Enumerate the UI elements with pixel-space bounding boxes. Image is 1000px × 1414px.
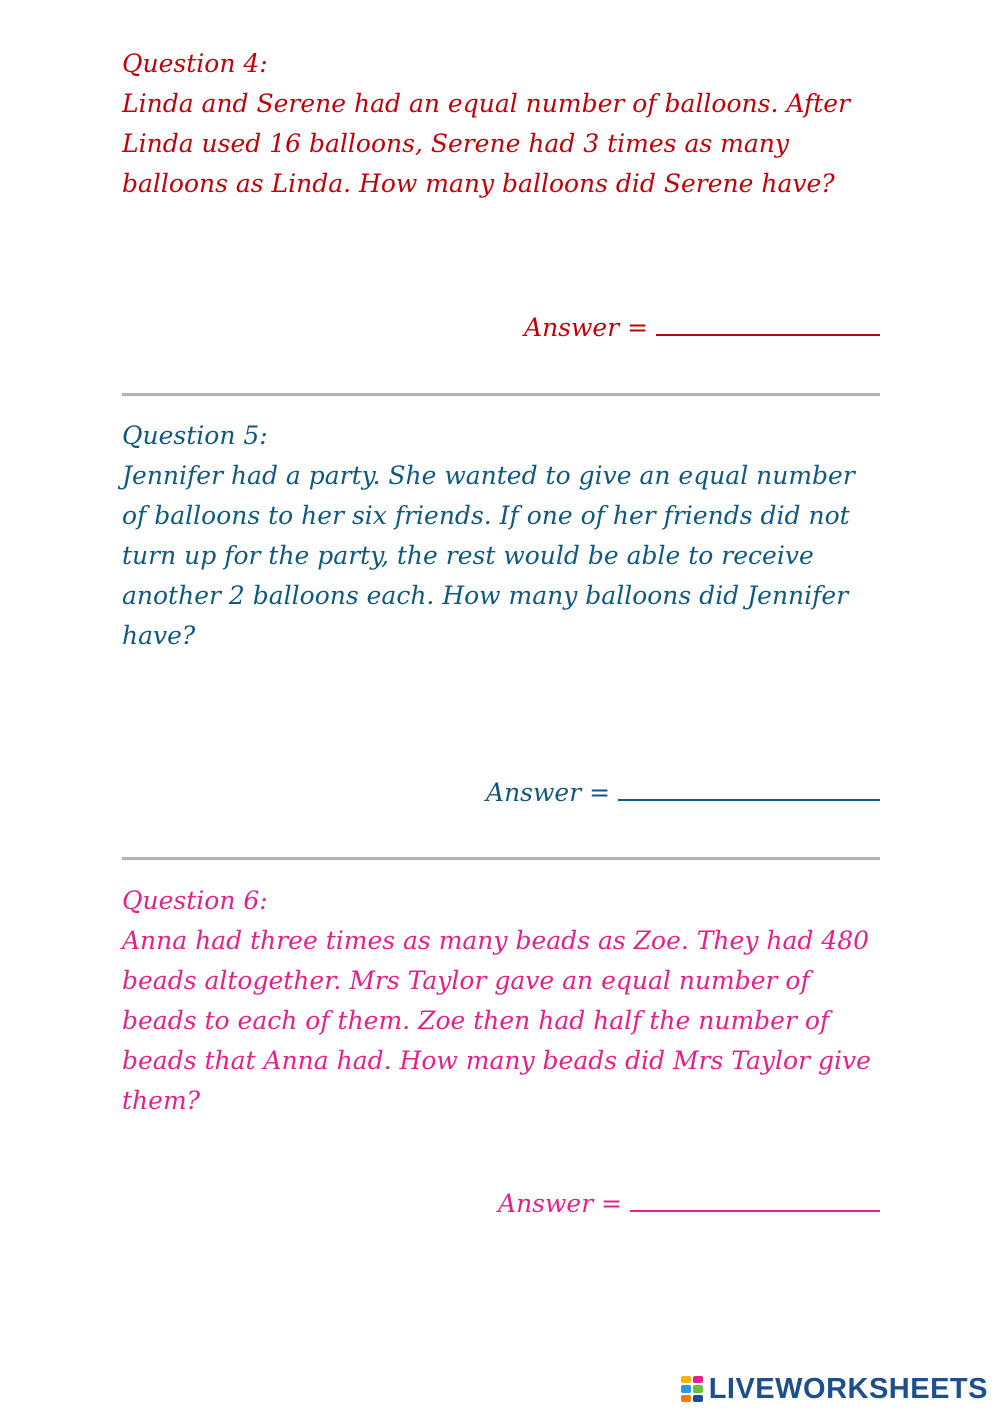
liveworksheets-wordmark: LIVEWORKSHEETS bbox=[708, 1372, 988, 1405]
question-4-answer-label: Answer = bbox=[524, 313, 649, 342]
question-5-answer bbox=[486, 777, 880, 807]
liveworksheets-brand bbox=[681, 1372, 988, 1406]
question-6-text: Anna had three times as many beads as Zoe. They had 480 beads altogether. Mrs Taylor gave an equal number of beads to each of them. Zoe then had half the number of beads that Anna had. How many beads did Mrs Taylor give them? bbox=[122, 926, 871, 1115]
question-5-answer-label: Answer = bbox=[486, 778, 611, 807]
question-5-text: Jennifer had a party. She wanted to give an equal number of balloons to her six friends. If one of her friends did not turn up for the party, the rest would be able to receive another 2 balloons each. How many balloons did Jennifer have? bbox=[122, 461, 855, 650]
question-6-answer bbox=[498, 1188, 880, 1218]
question-4-answer bbox=[524, 312, 880, 342]
logo-block bbox=[693, 1376, 703, 1383]
question-5-answer-blank[interactable] bbox=[618, 777, 880, 801]
logo-block bbox=[681, 1395, 691, 1402]
question-4-text: Linda and Serene had an equal number of balloons. After Linda used 16 balloons, Serene had 3 times as many balloons as Linda. How many balloons did Serene have? bbox=[122, 89, 851, 198]
logo-block bbox=[693, 1395, 703, 1402]
question-4-answer-blank[interactable] bbox=[656, 312, 880, 336]
question-6-title: Question 6: bbox=[122, 886, 268, 915]
question-4-title: Question 4: bbox=[122, 49, 268, 78]
question-5-title: Question 5: bbox=[122, 421, 268, 450]
question-6-answer-blank[interactable] bbox=[630, 1188, 880, 1212]
divider bbox=[122, 393, 880, 396]
logo-block bbox=[693, 1385, 703, 1392]
liveworksheets-logo-icon bbox=[681, 1376, 703, 1402]
divider bbox=[122, 857, 880, 860]
question-6 bbox=[122, 881, 880, 1121]
question-5 bbox=[122, 416, 880, 656]
question-6-answer-label: Answer = bbox=[498, 1189, 623, 1218]
logo-block bbox=[681, 1376, 691, 1383]
logo-block bbox=[681, 1385, 691, 1392]
question-4 bbox=[122, 44, 880, 204]
